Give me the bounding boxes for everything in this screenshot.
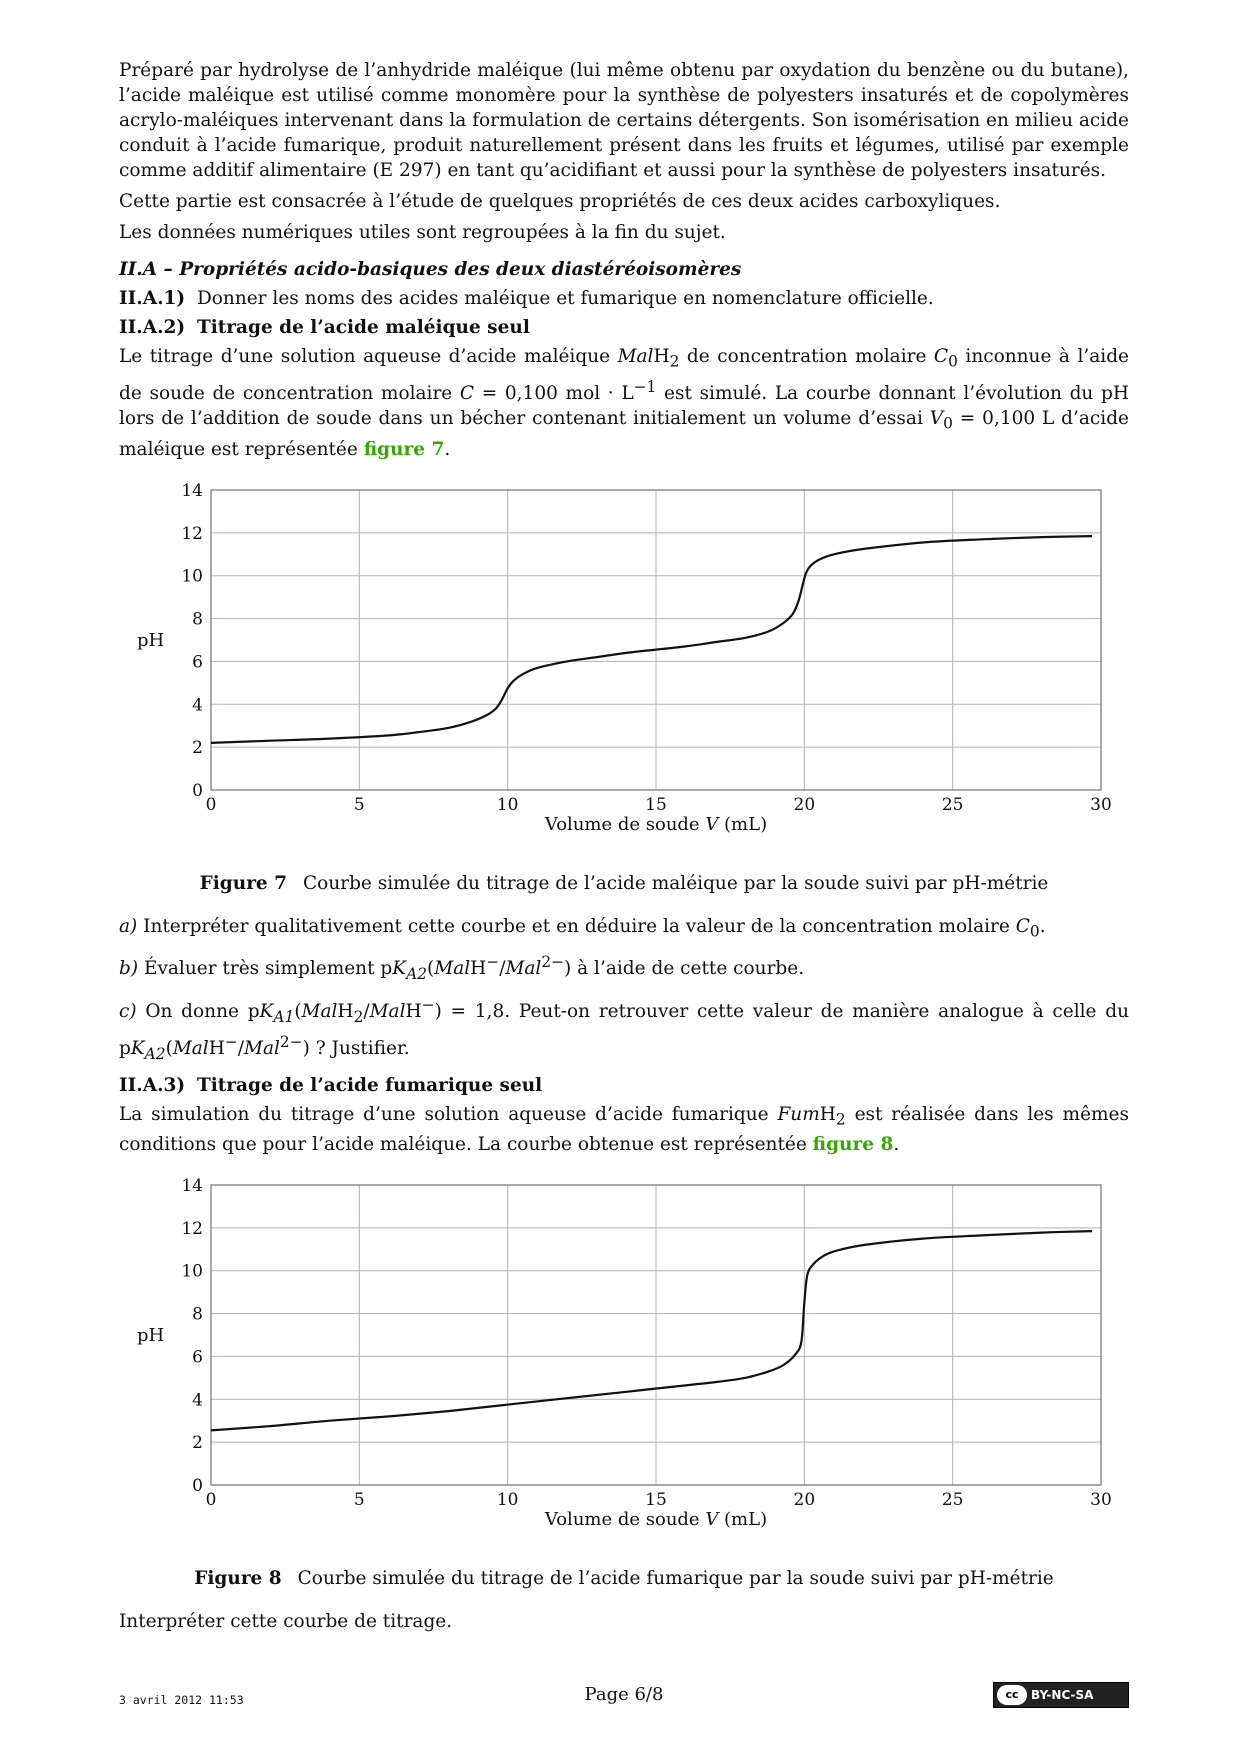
figure-7-svg — [119, 468, 1129, 858]
footer-page-number: Page 6/8 — [584, 1684, 664, 1705]
subscript: 2 — [353, 1007, 364, 1026]
question-II-A-2-body — [119, 344, 1129, 462]
symbol: K — [259, 1001, 274, 1023]
figure-7-caption — [119, 871, 1129, 896]
page-content — [119, 58, 1129, 1640]
symbol: C — [1015, 915, 1030, 937]
y-tick-label: 4 — [192, 694, 203, 715]
subscript: 0 — [943, 414, 953, 433]
x-tick-label: 15 — [645, 1490, 667, 1511]
text-run: / — [499, 958, 506, 980]
symbol: Mal — [301, 1001, 338, 1023]
question-II-A-2-b — [119, 950, 1129, 987]
subscript: A2 — [406, 965, 428, 984]
symbol: Mal — [434, 958, 471, 980]
y-tick-label: 6 — [192, 651, 203, 672]
superscript: 2− — [279, 1032, 303, 1051]
question-II-A-3-heading — [119, 1073, 1129, 1098]
x-tick-label: 0 — [205, 1490, 217, 1511]
x-tick-label: 30 — [1090, 1490, 1112, 1511]
symbol: C — [933, 346, 949, 367]
series-line — [211, 1232, 1092, 1431]
symbol: H — [653, 346, 670, 367]
x-tick-label: 20 — [793, 794, 816, 815]
x-tick-label: 30 — [1090, 794, 1112, 815]
symbol: H — [819, 1103, 836, 1125]
symbol: K — [392, 958, 407, 980]
x-tick-label: 10 — [496, 794, 519, 815]
y-tick-label: 12 — [181, 523, 203, 544]
license-text: BY-NC-SA — [1031, 1687, 1094, 1702]
figure-7-chart — [119, 468, 1129, 865]
x-tick-label: 0 — [205, 794, 217, 815]
symbol: Mal — [505, 958, 542, 980]
text-run: = 0,100 mol · L — [474, 382, 634, 404]
license-badge[interactable] — [993, 1682, 1129, 1708]
text-run: ) — [434, 1001, 442, 1023]
subscript: A1 — [273, 1007, 295, 1026]
final-question: Interpréter cette courbe de titrage. — [119, 1611, 453, 1633]
y-tick-label: 0 — [192, 780, 203, 801]
text-run: / — [363, 1001, 370, 1023]
symbol: H — [337, 1001, 354, 1023]
text-run: / — [237, 1038, 245, 1060]
figure-caption-text: Courbe simulée du titrage de l’acide maléique par la soude suivi par pH-métrie — [303, 872, 1049, 894]
text-run: ( — [294, 1001, 302, 1023]
question-title: Titrage de l’acide maléique seul — [196, 317, 530, 338]
text-run: ( — [165, 1038, 173, 1060]
question-II-A-2-c — [119, 993, 1129, 1067]
section-title: II.A – Propriétés acido-basiques des deux diastéréoisomères — [119, 259, 742, 280]
text-run: Le titrage d’une solution aqueuse d’acide maléique — [119, 346, 618, 367]
text-run: . — [893, 1134, 900, 1156]
question-number: II.A.1) — [119, 288, 186, 309]
symbol: H — [470, 958, 487, 980]
x-axis-label: Volume de soude V (mL) — [544, 813, 768, 835]
y-tick-label: 8 — [192, 609, 203, 630]
figure-label: Figure 8 — [194, 1568, 282, 1590]
text-run: Interpréter qualitativement cette courbe et en déduire la valeur de la concentration molaire — [137, 915, 1016, 937]
y-tick-label: 10 — [181, 566, 203, 587]
symbol: H — [405, 1001, 422, 1023]
x-axis-label: Volume de soude V (mL) — [544, 1509, 768, 1531]
y-tick-label: 2 — [192, 1433, 203, 1454]
y-tick-label: 0 — [192, 1476, 203, 1497]
item-letter: a) — [119, 915, 138, 937]
item-letter: c) — [119, 1001, 137, 1023]
symbol: H — [208, 1038, 225, 1060]
figure-caption-text: Courbe simulée du titrage de l’acide fumarique par la soude suivi par pH-métrie — [297, 1568, 1054, 1590]
question-number: II.A.3) — [119, 1074, 186, 1096]
intro-paragraph-3: Les données numériques utiles sont regroupées à la fin du sujet. — [119, 222, 726, 243]
series-line — [211, 536, 1092, 743]
figure-7-link[interactable]: figure 7 — [363, 438, 445, 460]
footer-date: 3 avril 2012 11:53 — [119, 1693, 244, 1707]
subscript: 0 — [948, 352, 958, 371]
intro-paragraph-1: Préparé par hydrolyse de l’anhydride maléique (lui même obtenu par oxydation du benzène ou du butane), l’acide maléique est utilisé comme monomère pour la synthèse de polyesters insaturés et de copolymères acrylo-maléiques intervenant dans la formulation de certains détergents. Son isomérisation en milieu acide conduit à l’acide fumarique, produit naturellement présent dans les fruits et légumes, utilisé par exemple comme additif alimentaire (E 297) en tant qu’acidifiant et aussi pour la synthèse de polyesters insaturés. — [119, 60, 1129, 181]
x-tick-label: 5 — [353, 794, 365, 815]
y-tick-label: 10 — [181, 1262, 203, 1283]
superscript: − — [421, 996, 435, 1015]
subscript: 2 — [669, 352, 680, 371]
figure-8-chart — [119, 1163, 1129, 1560]
intro-paragraph-2: Cette partie est consacrée à l’étude de quelques propriétés de ces deux acides carboxyliques. — [119, 191, 1001, 212]
text-run: à l’aide de cette courbe. — [571, 958, 805, 980]
item-letter: b) — [119, 958, 139, 980]
y-tick-label: 4 — [192, 1390, 203, 1411]
question-text: Donner les noms des acides maléique et fumarique en nomenclature officielle. — [196, 288, 934, 309]
figure-label: Figure 7 — [199, 872, 288, 894]
text-run: ) — [302, 1038, 310, 1060]
figure-8-caption — [119, 1566, 1129, 1591]
question-number: II.A.2) — [119, 317, 186, 338]
x-tick-label: 20 — [793, 1490, 816, 1511]
text-run: ? Justifier. — [309, 1038, 410, 1060]
text-run: Évaluer très simplement p — [138, 958, 393, 980]
creative-commons-icon: cc — [997, 1685, 1027, 1705]
text-run: On donne p — [136, 1001, 260, 1023]
y-tick-label: 2 — [192, 737, 203, 758]
superscript: − — [224, 1032, 238, 1051]
superscript: 2− — [541, 953, 565, 972]
y-axis-label: pH — [137, 629, 165, 651]
question-II-A-2-heading — [119, 315, 1129, 340]
x-tick-label: 5 — [353, 1490, 365, 1511]
y-tick-label: 8 — [192, 1305, 203, 1326]
symbol: Fum — [777, 1103, 820, 1125]
text-run: de concentration molaire — [679, 346, 934, 367]
text-run: La simulation du titrage d’une solution aqueuse d’acide fumarique — [119, 1103, 778, 1125]
x-tick-label: 25 — [941, 1490, 964, 1511]
symbol: K — [130, 1038, 145, 1060]
figure-8-svg — [119, 1163, 1129, 1553]
y-tick-label: 14 — [181, 1176, 203, 1197]
text-run: est réalisée dans les mêmes conditions que pour l’acide maléique. La courbe obtenue est représentée — [119, 1103, 1129, 1156]
text-run: = 0,100 L d’acide maléique est représentée — [119, 407, 1129, 460]
y-tick-label: 12 — [181, 1219, 203, 1240]
x-tick-label: 25 — [941, 794, 964, 815]
symbol: Mal — [244, 1038, 280, 1060]
text-run: est simulé. La courbe donnant l’évolution du pH lors de l’addition de soude dans un bécher contenant initialement un volume d’essai — [119, 382, 1129, 429]
figure-8-link[interactable]: figure 8 — [812, 1134, 894, 1156]
question-II-A-1 — [119, 286, 1129, 311]
question-title: Titrage de l’acide fumarique seul — [196, 1074, 543, 1096]
x-tick-label: 10 — [496, 1490, 519, 1511]
symbol: Mal — [617, 346, 654, 367]
symbol: V — [929, 407, 944, 429]
y-tick-label: 14 — [181, 480, 203, 501]
text-run: inconnue à l’aide de soude de concentration molaire — [119, 346, 1129, 404]
symbol: Mal — [172, 1038, 209, 1060]
superscript: −1 — [633, 377, 657, 396]
text-run: . — [1039, 915, 1046, 937]
y-tick-label: 6 — [192, 1347, 203, 1368]
page-footer — [119, 1682, 1129, 1712]
subscript: 2 — [835, 1110, 846, 1129]
y-axis-label: pH — [137, 1325, 165, 1347]
text-run: ) — [564, 958, 572, 980]
superscript: − — [486, 953, 500, 972]
subscript: A2 — [144, 1044, 166, 1063]
subscript: 0 — [1029, 922, 1040, 941]
symbol: C — [459, 382, 475, 404]
text-run: = 1,8. Peut-on retrouver cette valeur de manière analogue à celle du p — [119, 1001, 1129, 1060]
x-tick-label: 15 — [645, 794, 667, 815]
question-II-A-3-body — [119, 1102, 1129, 1158]
text-run: . — [444, 438, 451, 460]
symbol: Mal — [369, 1001, 406, 1023]
text-run: ( — [427, 958, 435, 980]
question-II-A-2-a — [119, 914, 1129, 945]
